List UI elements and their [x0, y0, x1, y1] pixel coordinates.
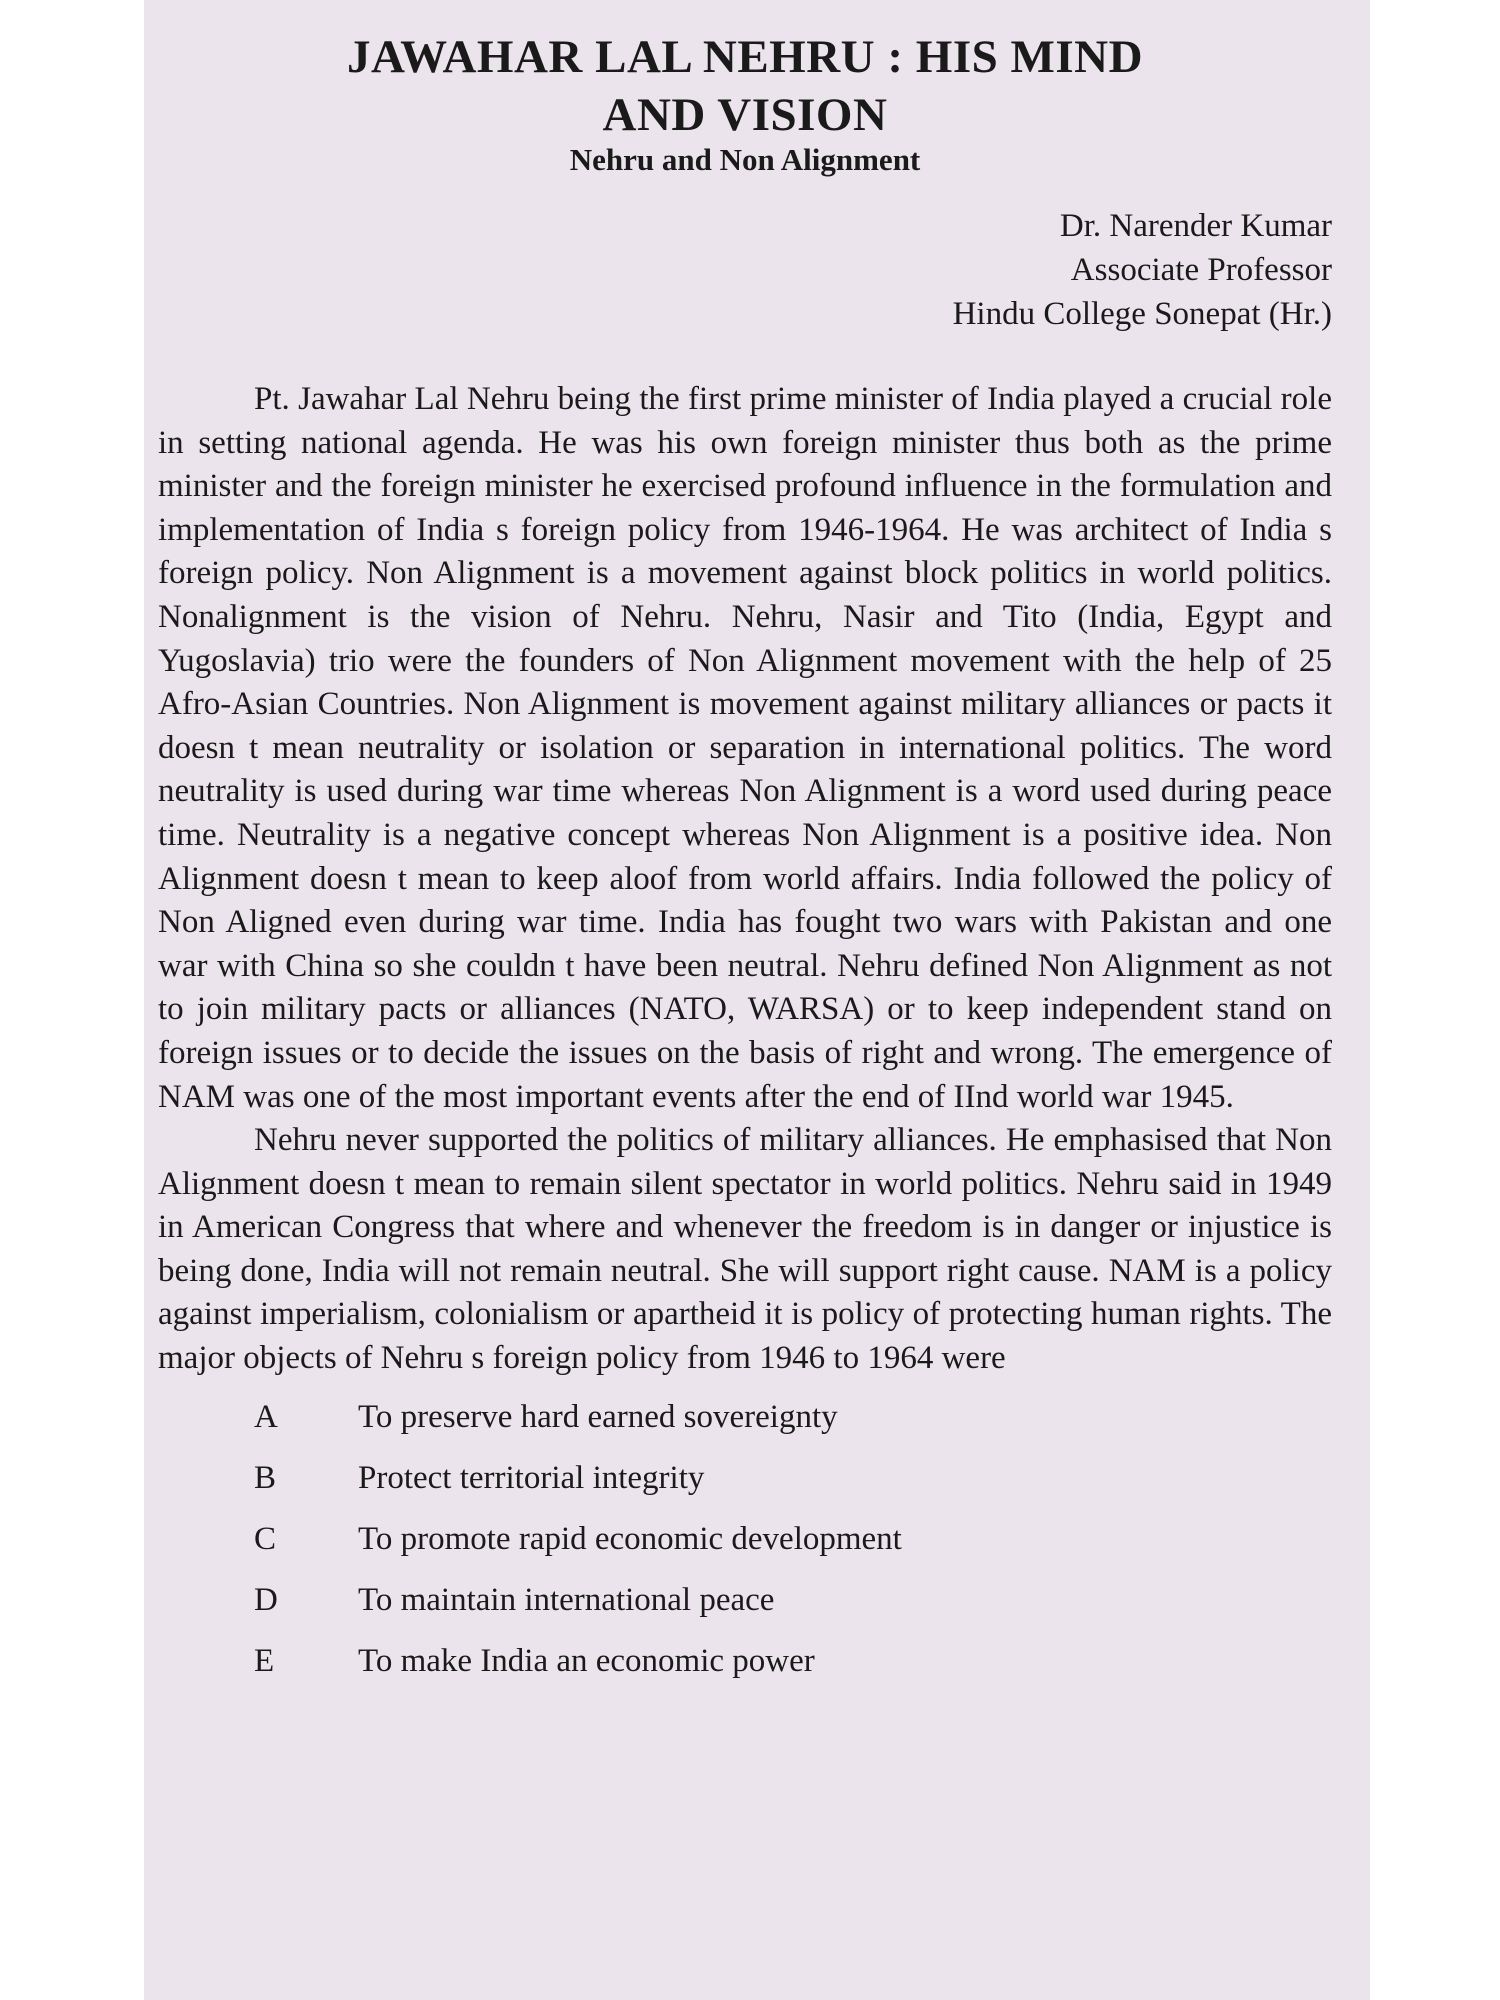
- author-affiliation: Hindu College Sonepat (Hr.): [952, 296, 1332, 332]
- title-line-1: JAWAHAR LAL NEHRU : HIS MIND: [346, 31, 1144, 83]
- article-title: [158, 28, 1332, 144]
- paragraph-1: Pt. Jawahar Lal Nehru being the first prime minister of India played a crucial role in setting national agenda. He was his own foreign minister thus both as the prime minister and the foreign minister he exercised profound influence in the formulation and implementation of India s foreign policy from 1946-1964. He was architect of India s foreign policy. Non Alignment is a movement against block politics in world politics. Nonalignment is the vision of Nehru. Nehru, Nasir and Tito (India, Egypt and Yugoslavia) trio were the founders of Non Alignment movement with the help of 25 Afro-Asian Countries. Non Alignment is movement against military alliances or pacts it doesn t mean neutrality or isolation or separation in international politics. The word neutrality is used during war time whereas Non Alignment is a word used during peace time. Neutrality is a negative concept whereas Non Alignment is a positive idea. Non Alignment doesn t mean to keep aloof from world affairs. India followed the policy of Non Aligned even during war time. India has fought two wars with Pakistan and one war with China so she couldn t have been neutral. Nehru defined Non Alignment as not to join military pacts or alliances (NATO, WARSA) or to keep independent stand on foreign issues or to decide the issues on the basis of right and wrong. The emergence of NAM was one of the most important events after the end of IInd world war 1945.: [158, 381, 1332, 1115]
- objective-item: [158, 1509, 1332, 1570]
- objective-item: [158, 1448, 1332, 1509]
- paragraph-2: Nehru never supported the politics of military alliances. He emphasised that Non Alignment doesn t mean to remain silent spectator in world politics. Nehru said in 1949 in American Congress that where and whenever the freedom is in danger or injustice is being done, India will not remain neutral. She will support right cause. NAM is a policy against imperialism, colonialism or apartheid it is policy of protecting human rights. The major objects of Nehru s foreign policy from 1946 to 1964 were: [158, 1122, 1332, 1377]
- objective-text: To promote rapid economic development: [358, 1520, 902, 1557]
- title-line-2: AND VISION: [602, 89, 888, 141]
- objective-letter: E: [254, 1642, 275, 1679]
- article-subtitle: Nehru and Non Alignment: [569, 142, 921, 177]
- objective-item: [158, 1631, 1332, 1692]
- objective-text: To preserve hard earned sovereignty: [358, 1398, 838, 1435]
- objectives-list: [158, 1387, 1332, 1692]
- document-page: [144, 0, 1370, 2000]
- objective-text: Protect territorial integrity: [358, 1459, 705, 1496]
- author-block: [158, 204, 1332, 336]
- objective-letter: B: [254, 1459, 277, 1496]
- objective-text: To make India an economic power: [358, 1642, 815, 1679]
- author-position: Associate Professor: [1070, 252, 1332, 288]
- author-name: Dr. Narender Kumar: [1059, 208, 1332, 244]
- objective-letter: D: [254, 1581, 278, 1618]
- objective-text: To maintain international peace: [358, 1581, 775, 1618]
- objective-letter: A: [254, 1398, 278, 1435]
- objective-item: [158, 1387, 1332, 1448]
- objective-letter: C: [254, 1520, 277, 1557]
- article-body: [158, 378, 1332, 1381]
- objective-item: [158, 1570, 1332, 1631]
